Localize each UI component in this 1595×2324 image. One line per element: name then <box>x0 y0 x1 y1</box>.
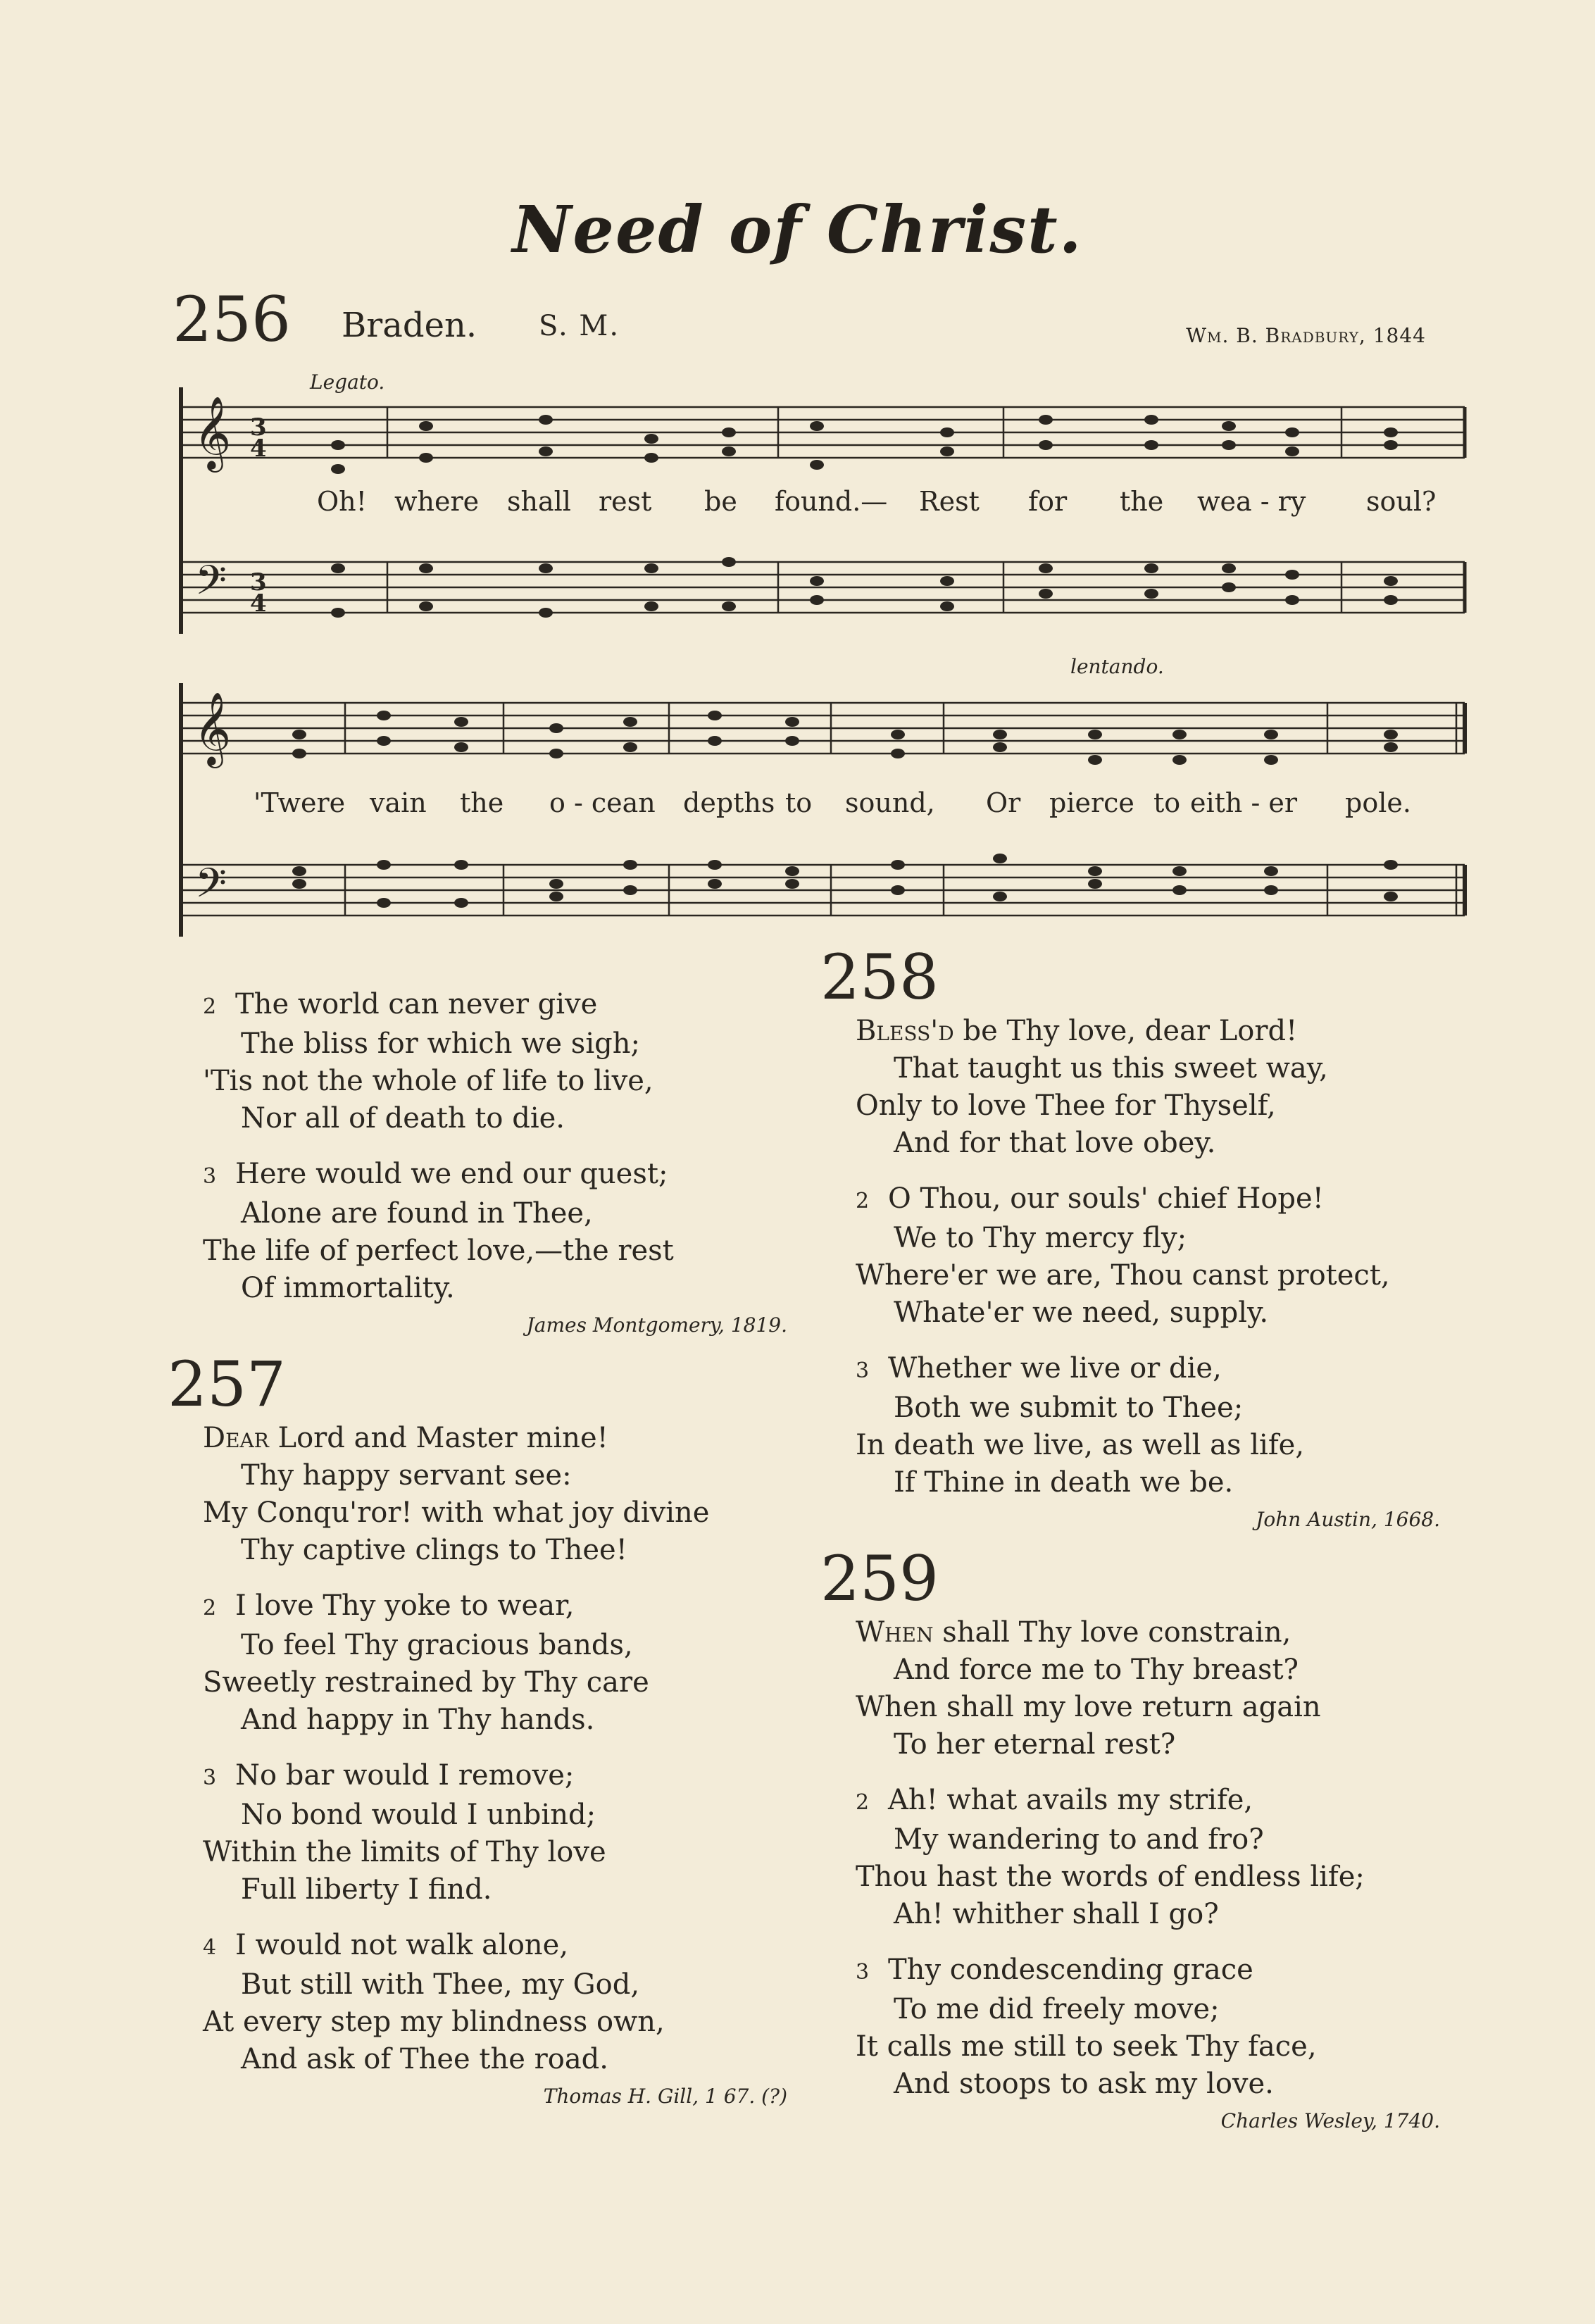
stanza-line: Bless'd be Thy love, dear Lord! <box>856 1015 1298 1047</box>
lyric-word: found.— <box>775 486 888 517</box>
lyric-word: Rest <box>919 486 980 517</box>
stanza-line: And stoops to ask my love. <box>894 2068 1274 2100</box>
stanza-line: Where'er we are, Thou canst protect, <box>856 1259 1390 1292</box>
stanza-line: Thou hast the words of endless life; <box>856 1861 1365 1893</box>
svg-text:3: 3 <box>250 568 267 596</box>
stanza-line: And ask of Thee the road. <box>241 2043 608 2075</box>
stanza-line: And for that love obey. <box>894 1127 1216 1159</box>
lyric-word: wea - ry <box>1197 486 1306 517</box>
stanza-number: 2 <box>856 1189 870 1213</box>
stanza <box>203 1420 787 1569</box>
stanza-line: Of immortality. <box>241 1272 455 1304</box>
lyric-word: 'Twere <box>254 787 346 818</box>
lyric-word: soul? <box>1366 486 1437 517</box>
stanza-number: 4 <box>203 1935 217 1960</box>
stanza-line: 3 Whether we live or die, <box>856 1350 1440 1389</box>
stanza-line: 3 Here would we end our quest; <box>203 1156 787 1195</box>
stanza-line: When shall my love return again <box>856 1691 1321 1723</box>
lyric-word: shall <box>507 486 571 517</box>
right-column <box>820 941 1440 2148</box>
lyric-word: pole. <box>1345 787 1411 818</box>
stanza-line: Sweetly restrained by Thy care <box>203 1666 649 1699</box>
lyric-word: o - cean <box>549 787 656 818</box>
stanza-line: And happy in Thy hands. <box>241 1704 595 1736</box>
stanza-line: When shall Thy love constrain, <box>856 1616 1291 1649</box>
stanza-line: But still with Thee, my God, <box>241 1968 640 2001</box>
stanza-line: Both we submit to Thee; <box>894 1392 1244 1424</box>
lyric-word: pierce <box>1049 787 1134 818</box>
svg-text:𝄢: 𝄢 <box>195 859 227 917</box>
stanza-line: It calls me still to seek Thy face, <box>856 2030 1317 2063</box>
lyric-word: be <box>704 486 737 517</box>
stanza <box>203 1587 787 1739</box>
stanza <box>856 1350 1440 1501</box>
stanza-line: And force me to Thy breast? <box>894 1654 1299 1686</box>
stanza-number: 2 <box>203 1596 217 1620</box>
stanza <box>856 1951 1440 2103</box>
stanza-line: The life of perfect love,—the rest <box>203 1235 674 1267</box>
stanza <box>856 1180 1440 1332</box>
svg-text:4: 4 <box>250 435 267 463</box>
author-credit: John Austin, 1668. <box>1256 1508 1440 1531</box>
stanza-line: To feel Thy gracious bands, <box>241 1629 633 1661</box>
svg-text:𝄞: 𝄞 <box>194 692 232 766</box>
lyric-word: depths <box>683 787 775 818</box>
stanza-line: 'Tis not the whole of life to live, <box>203 1065 653 1097</box>
stanza <box>203 1757 787 1908</box>
author-credit: James Montgomery, 1819. <box>526 1313 787 1337</box>
svg-text:4: 4 <box>250 589 267 618</box>
stanza-line: 3 Thy condescending grace <box>856 1951 1440 1991</box>
stanza-line: The bliss for which we sigh; <box>241 1027 640 1060</box>
stanza-number: 3 <box>856 1960 870 1985</box>
stanza <box>203 986 787 1137</box>
stanza-number: 3 <box>203 1164 217 1189</box>
stanza-line: To me did freely move; <box>894 1993 1220 2025</box>
page-title: Need of Christ. <box>512 192 1083 268</box>
stanza-line: 3 No bar would I remove; <box>203 1757 787 1797</box>
lyric-word: the <box>1120 486 1164 517</box>
svg-text:3: 3 <box>250 413 267 442</box>
stanza-line: To her eternal rest? <box>894 1728 1176 1761</box>
treble-staff <box>181 703 1465 754</box>
lyric-word: to <box>785 787 813 818</box>
author-credit: Thomas H. Gill, 1 67. (?) <box>543 2085 787 2108</box>
stanza <box>856 1782 1440 1933</box>
hymn-number: 256 <box>173 283 291 356</box>
stanza-line: If Thine in death we be. <box>894 1466 1234 1499</box>
hymn-number: 258 <box>820 941 939 1013</box>
svg-text:𝄞: 𝄞 <box>194 396 232 470</box>
stanza-line: Nor all of death to die. <box>241 1102 565 1135</box>
stanza <box>203 1927 787 2078</box>
stanza <box>856 1614 1440 1763</box>
hymn-256-header <box>173 283 1426 356</box>
stanza-line: 2 The world can never give <box>203 986 787 1025</box>
stanza-line: Full liberty I find. <box>241 1873 492 1906</box>
stanza-line: No bond would I unbind; <box>241 1799 596 1831</box>
stanza-line: Alone are found in Thee, <box>241 1197 593 1230</box>
stanza-number: 3 <box>203 1766 217 1790</box>
stanza-line: That taught us this sweet way, <box>894 1052 1328 1085</box>
stanza-line: Thy happy servant see: <box>241 1459 572 1492</box>
stanza-number: 3 <box>856 1358 870 1383</box>
stanza-line: 2 I love Thy yoke to wear, <box>203 1587 787 1627</box>
left-column <box>168 986 787 2123</box>
hymn-number: 257 <box>168 1348 286 1420</box>
stanza-line: 2 Ah! what avails my strife, <box>856 1782 1440 1821</box>
music-system-1 <box>173 366 1468 662</box>
treble-staff <box>181 407 1465 458</box>
lyric-word: eith - er <box>1190 787 1298 818</box>
stanza-line: 2 O Thou, our souls' chief Hope! <box>856 1180 1440 1220</box>
meter: S. M. <box>539 310 620 342</box>
composer: Wm. B. Bradbury, 1844 <box>1186 324 1426 347</box>
stanza-line: My Conqu'ror! with what joy divine <box>203 1497 710 1529</box>
tempo-marking: lentando. <box>1070 655 1164 678</box>
lyric-word: for <box>1028 486 1068 517</box>
stanza-line: At every step my blindness own, <box>203 2006 665 2038</box>
stanza-line: In death we live, as well as life, <box>856 1429 1305 1461</box>
bass-staff <box>181 562 1465 613</box>
lyric-word: to <box>1153 787 1181 818</box>
tune-name: Braden. <box>342 306 477 345</box>
tempo-marking: Legato. <box>310 370 385 394</box>
stanza-line: Only to love Thee for Thyself, <box>856 1089 1276 1122</box>
stanza-line: We to Thy mercy fly; <box>894 1222 1187 1254</box>
lyric-word: Or <box>986 787 1021 818</box>
hymn-number: 259 <box>820 1542 939 1615</box>
stanza-line: My wandering to and fro? <box>894 1823 1264 1856</box>
stanza-line: Thy captive clings to Thee! <box>241 1534 627 1566</box>
stanza-number: 2 <box>856 1790 870 1815</box>
stanza-number: 2 <box>203 994 217 1019</box>
lyric-word: rest <box>599 486 652 517</box>
stanza-line: Dear Lord and Master mine! <box>203 1422 608 1454</box>
author-credit: Charles Wesley, 1740. <box>1220 2109 1440 2132</box>
stanza-line: Whate'er we need, supply. <box>894 1297 1269 1329</box>
svg-text:𝄢: 𝄢 <box>195 556 227 614</box>
stanza-line: Within the limits of Thy love <box>203 1836 606 1868</box>
lyric-word: sound, <box>845 787 935 818</box>
stanza <box>856 1013 1440 1162</box>
lyric-word: Oh! <box>317 486 367 517</box>
lyric-word: the <box>460 787 504 818</box>
lyric-word: where <box>394 486 480 517</box>
stanza <box>203 1156 787 1307</box>
music-system-2 <box>173 655 1468 951</box>
lyric-word: vain <box>370 787 427 818</box>
stanza-line: Ah! whither shall I go? <box>894 1898 1219 1930</box>
stanza-line: 4 I would not walk alone, <box>203 1927 787 1966</box>
